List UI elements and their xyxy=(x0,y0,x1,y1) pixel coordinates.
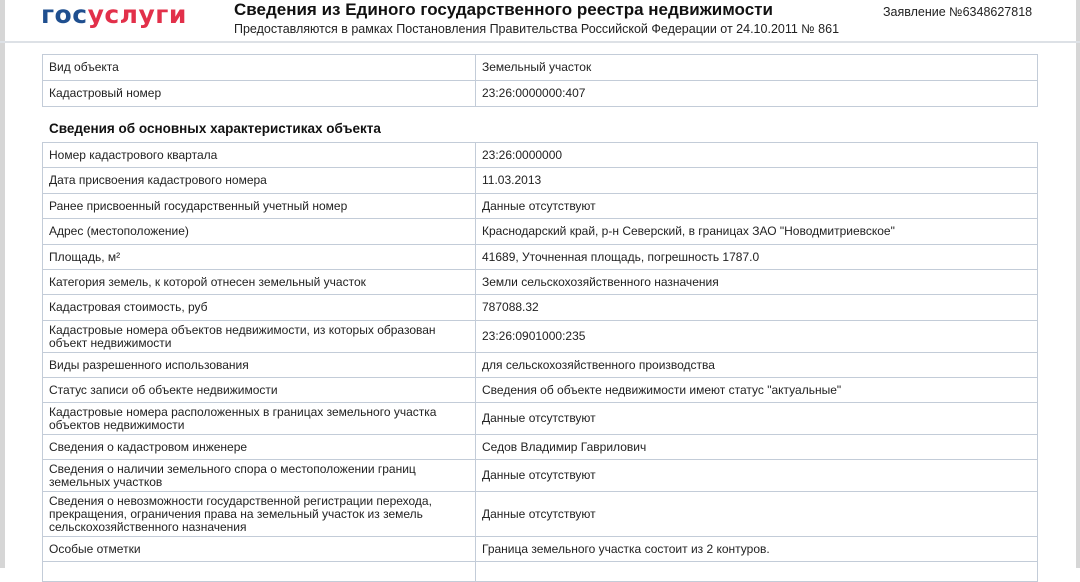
left-edge xyxy=(0,0,5,568)
application-number: Заявление №6348627818 xyxy=(883,5,1033,19)
header-divider xyxy=(0,41,1080,43)
table-row xyxy=(43,435,1038,460)
row-value: Краснодарский край, р-н Северский, в границах ЗАО "Новодмитриевское" xyxy=(476,219,1038,245)
row-label: Площадь, м² xyxy=(43,245,476,270)
row-value: 787088.32 xyxy=(476,295,1038,321)
table-row xyxy=(43,194,1038,219)
row-label: Сведения о невозможности государственной регистрации перехода, прекращения, ограничения права на земельный участок из земель сельскохозяйственного назначения xyxy=(43,492,476,537)
section-title: Сведения об основных характеристиках объекта xyxy=(49,121,381,136)
table-row-partial xyxy=(43,562,1038,582)
row-label: Адрес (местоположение) xyxy=(43,219,476,245)
table-row xyxy=(43,270,1038,295)
row-value: для сельскохозяйственного производства xyxy=(476,353,1038,378)
table-row xyxy=(43,321,1038,353)
row-value: Данные отсутствуют xyxy=(476,194,1038,219)
table-row xyxy=(43,353,1038,378)
page-title: Сведения из Единого государственного реестра недвижимости xyxy=(234,0,773,19)
row-value: 23:26:0000000:407 xyxy=(476,81,1038,107)
table-row xyxy=(43,492,1038,537)
row-value: Земли сельскохозяйственного назначения xyxy=(476,270,1038,295)
row-value: 23:26:0901000:235 xyxy=(476,321,1038,353)
row-value: Земельный участок xyxy=(476,55,1038,81)
row-label: Виды разрешенного использования xyxy=(43,353,476,378)
row-label: Сведения о наличии земельного спора о местоположении границ земельных участков xyxy=(43,460,476,492)
row-label: Кадастровые номера расположенных в границах земельного участка объектов недвижимости xyxy=(43,403,476,435)
table-row xyxy=(43,403,1038,435)
row-value: Данные отсутствуют xyxy=(476,460,1038,492)
table-row xyxy=(43,460,1038,492)
row-label: Ранее присвоенный государственный учетный номер xyxy=(43,194,476,219)
row-label: Особые отметки xyxy=(43,537,476,562)
row-value: Граница земельного участка состоит из 2 контуров. xyxy=(476,537,1038,562)
row-value: 11.03.2013 xyxy=(476,168,1038,194)
row-label: Номер кадастрового квартала xyxy=(43,143,476,168)
row-label xyxy=(43,562,476,582)
row-value: 41689, Уточненная площадь, погрешность 1787.0 xyxy=(476,245,1038,270)
table-row xyxy=(43,143,1038,168)
row-value: Данные отсутствуют xyxy=(476,403,1038,435)
row-label: Вид объекта xyxy=(43,55,476,81)
page-subtitle: Предоставляются в рамках Постановления Правительства Российской Федерации от 24.10.2011 № 861 xyxy=(234,22,840,36)
row-label: Сведения о кадастровом инженере xyxy=(43,435,476,460)
characteristics-table xyxy=(42,142,1038,582)
row-value: Сведения об объекте недвижимости имеют статус "актуальные" xyxy=(476,378,1038,403)
table-row xyxy=(43,295,1038,321)
object-table xyxy=(42,54,1038,107)
row-label: Категория земель, к которой отнесен земельный участок xyxy=(43,270,476,295)
row-value: Данные отсутствуют xyxy=(476,492,1038,537)
row-value: 23:26:0000000 xyxy=(476,143,1038,168)
gosuslugi-logo[interactable]: госуслуги xyxy=(41,0,187,29)
row-label: Кадастровый номер xyxy=(43,81,476,107)
table-row xyxy=(43,168,1038,194)
table-row xyxy=(43,81,1038,107)
table-row xyxy=(43,537,1038,562)
row-label: Кадастровая стоимость, руб xyxy=(43,295,476,321)
table-row xyxy=(43,55,1038,81)
row-value: Седов Владимир Гаврилович xyxy=(476,435,1038,460)
table-row xyxy=(43,219,1038,245)
row-value xyxy=(476,562,1038,582)
table-row xyxy=(43,245,1038,270)
row-label: Кадастровые номера объектов недвижимости, из которых образован объект недвижимости xyxy=(43,321,476,353)
row-label: Дата присвоения кадастрового номера xyxy=(43,168,476,194)
right-edge xyxy=(1076,0,1080,568)
row-label: Статус записи об объекте недвижимости xyxy=(43,378,476,403)
table-row xyxy=(43,378,1038,403)
